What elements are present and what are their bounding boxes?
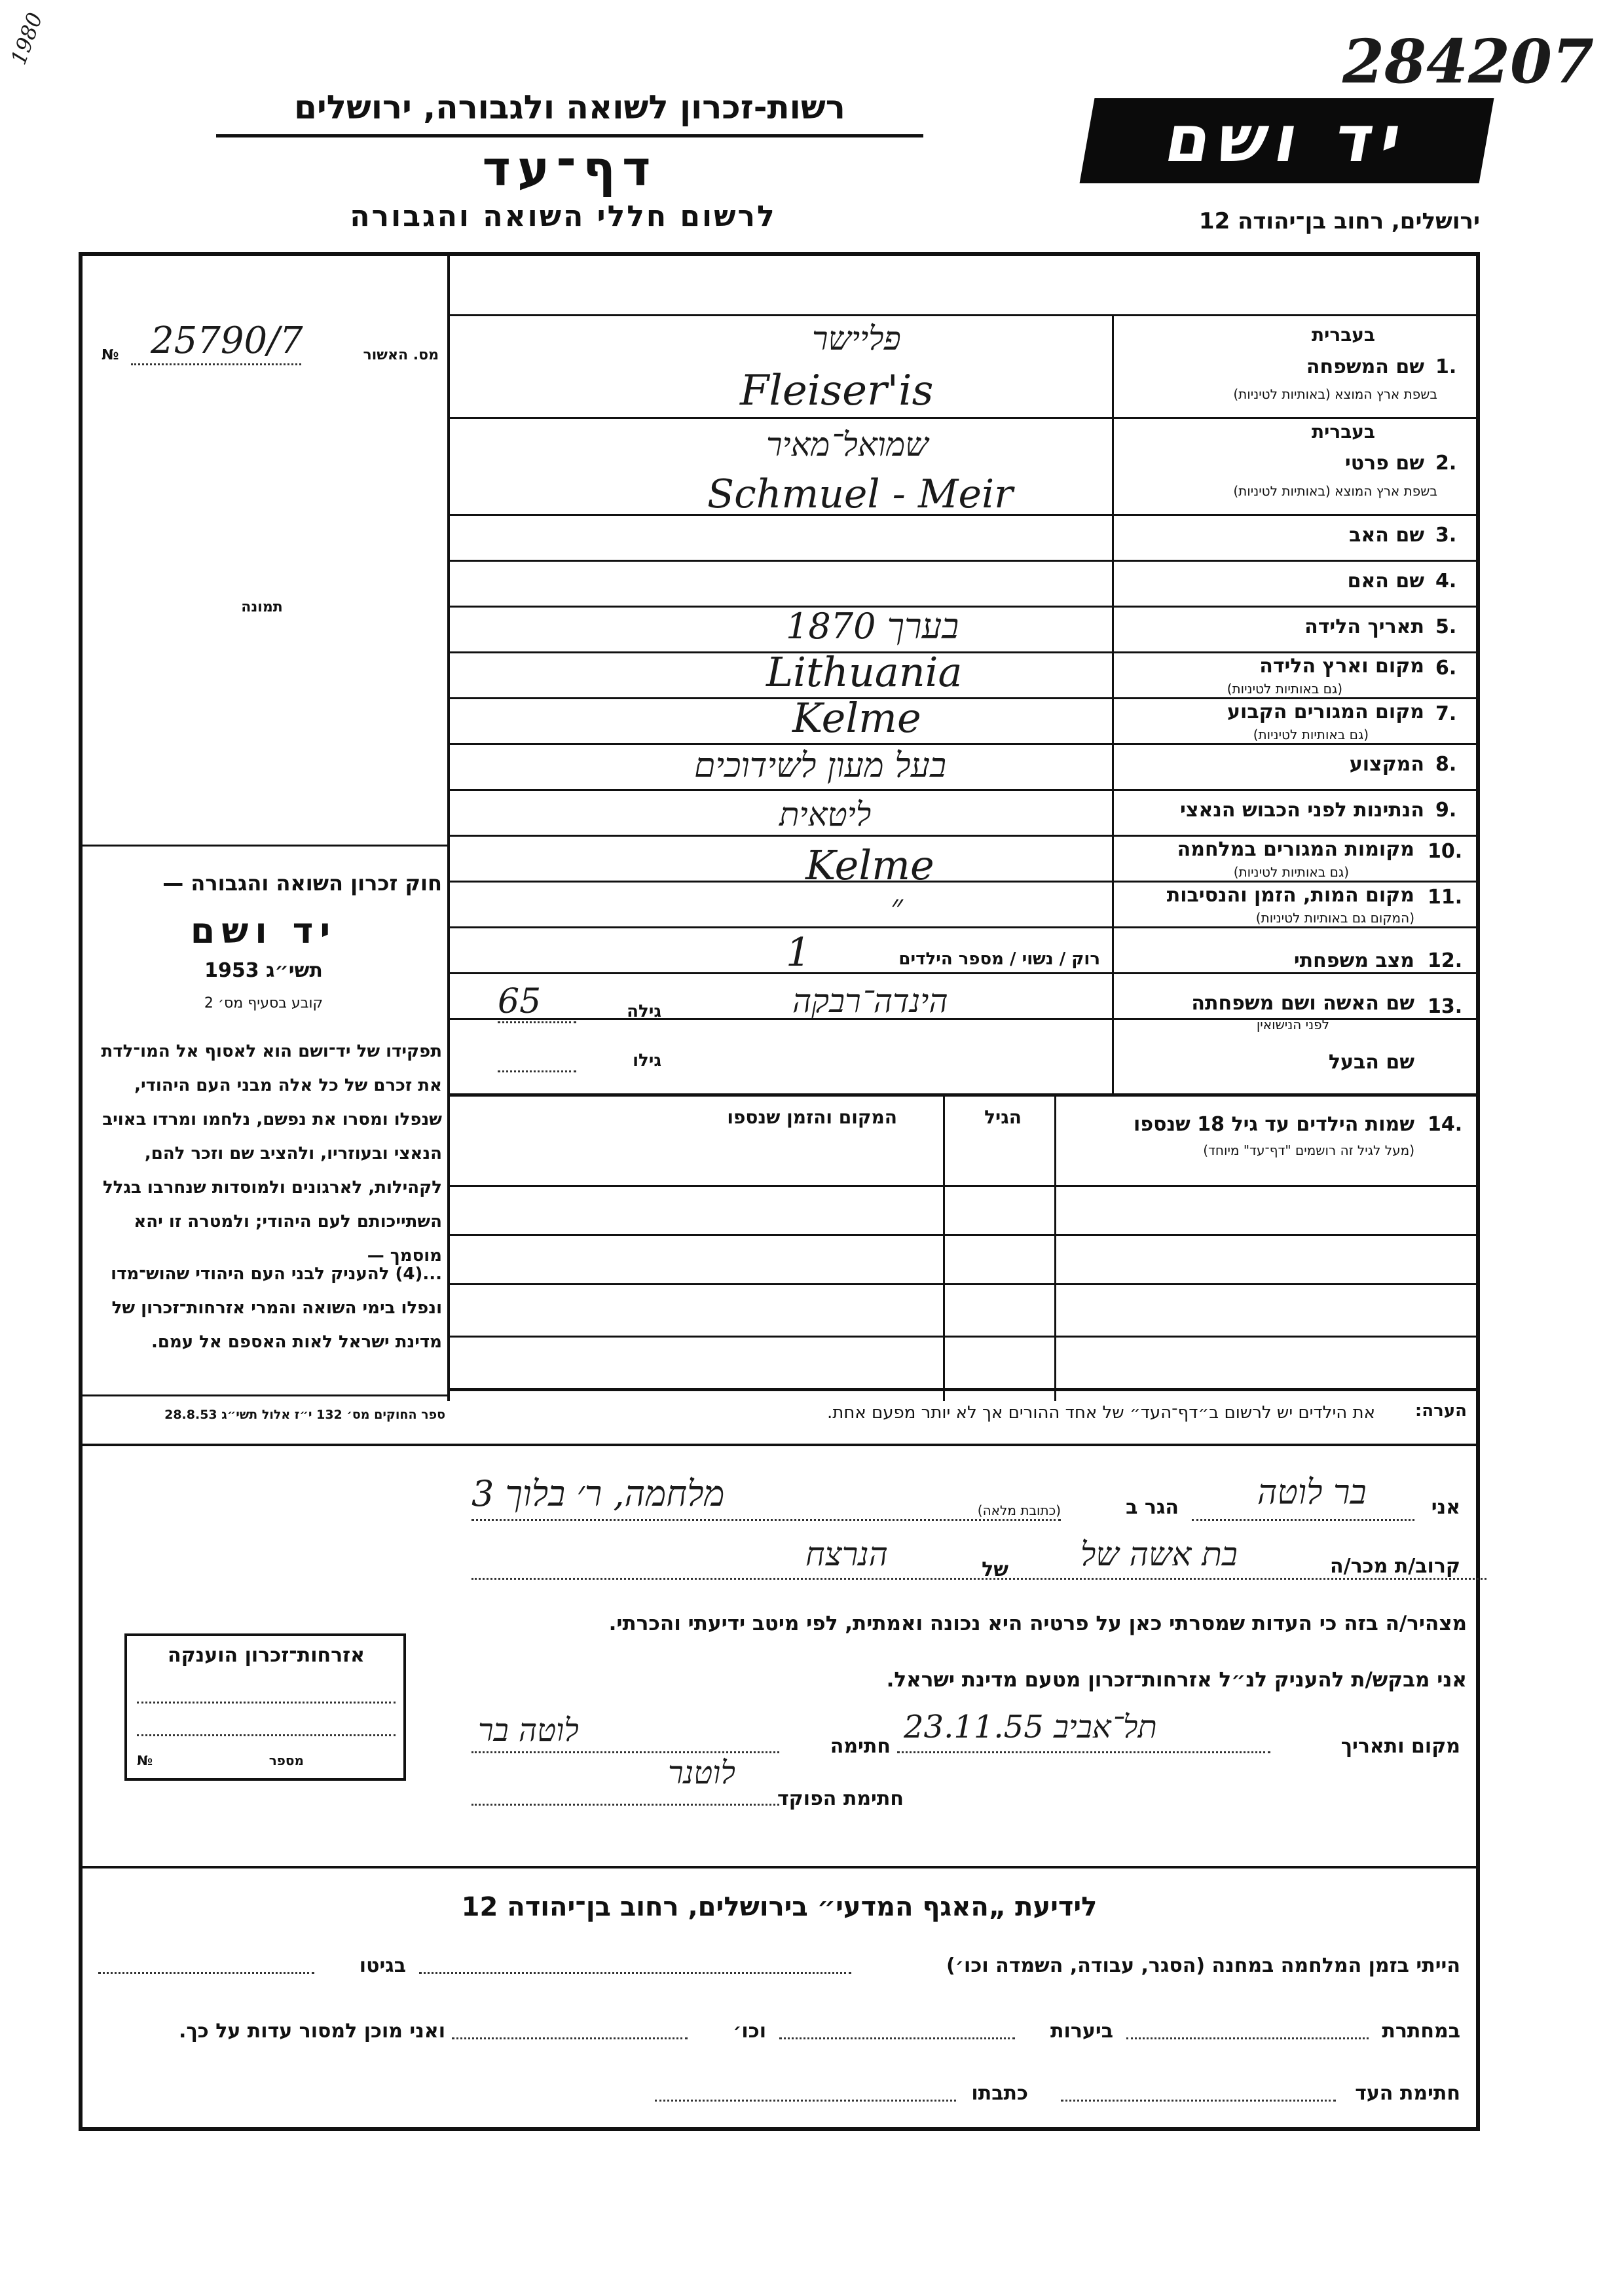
hebrew-tag: בעברית: [1311, 324, 1375, 346]
father-name-label: שם האב: [1349, 524, 1424, 547]
footer-line2-b: ביערות: [1050, 2020, 1113, 2043]
col-age: הגיל: [984, 1106, 1022, 1128]
row-rule: [447, 743, 1480, 745]
husband-label: שם הבעל: [1328, 1051, 1414, 1074]
officer-value: לוטנר: [668, 1755, 735, 1791]
field-number: 2.: [1435, 452, 1457, 475]
row-rule: [447, 606, 1480, 608]
marital-status-label: מצב משפחתי: [1293, 949, 1414, 972]
field-number: 11.: [1428, 886, 1463, 909]
citizenship-title: אזרחות־זכרון הוענקה: [167, 1644, 365, 1667]
yad-vashem-logo: [1080, 98, 1494, 183]
footer-line2-c-fill: [452, 2037, 688, 2039]
birth-place-label: מקום וארץ הלידה: [1259, 655, 1424, 678]
place-date-value: תל־אביב 23.11.55: [904, 1709, 1157, 1745]
row-rule: [447, 972, 1480, 974]
occupation-label: המקצוע: [1349, 753, 1424, 776]
labels-column-divider: [1112, 314, 1114, 1093]
relative-line: [471, 1578, 1486, 1580]
address-line: [471, 1519, 1061, 1521]
residence-sub: (גם באותיות לטיניות): [1253, 727, 1369, 742]
address-hint: (כתובת מלאה): [977, 1503, 1061, 1518]
first-name-sub: בשפת ארץ המוצא (באותיות לטיניות): [1233, 483, 1437, 499]
field-number: 13.: [1428, 995, 1463, 1018]
wife-name-sub: לפני הנישואין: [1256, 1017, 1329, 1032]
children-row-rule: [447, 1185, 1480, 1187]
signature-line: [471, 1751, 779, 1753]
row-rule: [447, 881, 1480, 883]
form-title: דף־עד: [482, 141, 657, 197]
children-col-divider: [1054, 1093, 1056, 1401]
law-name: יד ושם: [190, 910, 337, 951]
place-date-line: [897, 1751, 1270, 1753]
children-row-rule: [447, 1283, 1480, 1285]
footer-line2-c: וכו׳: [733, 2020, 766, 2043]
death-circumstances-label: מקום המות, הזמן והנסיבות: [1166, 884, 1414, 907]
row-rule: [447, 417, 1480, 419]
residence-label: מקום המגורים הקבוע: [1227, 701, 1424, 723]
note-text: את הילדים יש לרשום ב״דף־העד״ של אחד ההורים אך לא יותר מפעם אחת.: [826, 1403, 1375, 1423]
children-col-divider: [943, 1093, 945, 1401]
field-number: 10.: [1428, 840, 1463, 863]
request-statement: אני מבקש/ת להעניק לנ״ל אזרחות־זכרון מטעם מדינת ישראל.: [886, 1668, 1467, 1692]
citizenship-number-label: מספר: [268, 1753, 304, 1768]
birth-date-label: תאריך הלידה: [1304, 615, 1424, 638]
relative-label: קרוב/ת מכר/ה: [1330, 1555, 1460, 1578]
hebrew-tag: בעברית: [1311, 421, 1375, 443]
family-name-label: שם המשפחה: [1306, 355, 1424, 378]
nationality-label: הנתינות לפני הכבוש הנאצי: [1180, 799, 1424, 822]
logo-text: יד ושם: [1159, 102, 1414, 177]
relative-of: של: [982, 1558, 1008, 1581]
footer-line2-a-fill: [1126, 2037, 1369, 2039]
footer-line2-b-fill: [779, 2037, 1015, 2039]
declarant-value: בר לוטה: [1257, 1473, 1367, 1512]
signature-value: לוטה בר: [478, 1712, 579, 1749]
field-number: 8.: [1435, 753, 1457, 776]
footer-witness-signature: חתימת העד: [1355, 2082, 1460, 2105]
left-column-divider: [447, 252, 450, 1401]
row-rule: [447, 1093, 1480, 1097]
field-number: 14.: [1428, 1113, 1463, 1136]
footer-line1-end-fill: [98, 1972, 314, 1974]
place-date-label: מקום ותאריך: [1340, 1735, 1460, 1758]
footer-rule: [79, 1866, 1480, 1868]
first-name-latin: Schmuel - Meir: [707, 471, 1013, 517]
footer-line2-d: ואני מוכן למסור עדות על כך.: [179, 2020, 445, 2043]
row-rule: [447, 789, 1480, 791]
family-name-hebrew: פליישר: [812, 319, 901, 357]
row-rule: [447, 697, 1480, 699]
law-clause: קובע בסעיף מס׳ 2: [204, 995, 323, 1011]
wife-name-label: שם האשה ושם משפחתה: [1191, 992, 1414, 1015]
residence-value: Kelme: [792, 694, 921, 742]
archive-number: 284207: [1342, 26, 1595, 97]
footer-title: לידיעת „האגף המדעי״ בירושלים, רחוב בן־יהודה 12: [461, 1892, 1098, 1922]
footer-line1-label: הייתי בזמן המלחמה במחנה (הסגר, עבודה, השמדה וכו׳): [946, 1954, 1460, 1977]
approval-number-line: [131, 363, 301, 365]
field-number: 3.: [1435, 524, 1457, 547]
row-rule: [447, 560, 1480, 562]
photo-box-bottom: [79, 845, 447, 847]
top-gap-rule: [447, 314, 1480, 316]
birth-date-value: 1870 בערך: [786, 606, 959, 647]
law-text-2: ...(4) להעניק לבני העם היהודי שהוש־מדו ונפלו בימי השואה והמרי אזרחות־זכרון של מדינת ישראל לאות האספם אל עמם.: [111, 1264, 442, 1352]
header-rule: [216, 134, 923, 137]
citizenship-number-sign: №: [137, 1753, 153, 1768]
first-name-hebrew: שמואל־מאיר: [766, 426, 929, 464]
wartime-residence-value: Kelme: [805, 841, 934, 889]
note-rule: [79, 1444, 1480, 1446]
officer-label: חתימת הפוקד: [777, 1787, 904, 1810]
field-number: 6.: [1435, 657, 1457, 680]
wife-name-value: הינדה־רבקה: [792, 982, 948, 1020]
children-section-bottom: [447, 1388, 1480, 1391]
officer-line: [471, 1804, 779, 1806]
row-rule: [447, 835, 1480, 837]
wartime-residence-sub: (גם באותיות לטיניות): [1233, 864, 1349, 880]
row-rule: [447, 926, 1480, 928]
husband-age-line: [498, 1070, 576, 1072]
birth-place-value: Lithuania: [766, 648, 963, 696]
footer-line1-end: בגיטו: [359, 1954, 406, 1977]
field-number: 5.: [1435, 615, 1457, 638]
corner-mark: 1980: [5, 9, 48, 68]
law-year: תשי״ג 1953: [204, 959, 323, 982]
field-number: 7.: [1435, 702, 1457, 725]
citizenship-line: [137, 1702, 396, 1704]
form-subtitle: לרשום חללי השואה והגבורה: [350, 200, 777, 233]
husband-age-label: גילו: [633, 1051, 661, 1070]
wife-age-value: 65: [498, 982, 542, 1021]
first-name-label: שם פרטי: [1344, 452, 1424, 475]
signature-label: חתימה: [830, 1735, 891, 1758]
wife-age-label: גילה: [627, 1002, 661, 1021]
nationality-value: ליטאית: [779, 795, 872, 833]
note-label: הערה:: [1414, 1401, 1467, 1421]
footer-line2-a: במחתרת: [1382, 2020, 1460, 2043]
approval-label: מס. האשור: [363, 347, 439, 363]
relative-value-2: הנרצח: [805, 1535, 888, 1573]
row-rule: [447, 651, 1480, 653]
family-name-latin: Fleiser'is: [740, 367, 934, 415]
authority-title: רשות-זכרון לשואה ולגבורה, ירושלים: [294, 88, 845, 126]
declarant-line: [1192, 1519, 1414, 1521]
children-title: שמות הילדים עד גיל 18 שנספו: [1134, 1113, 1414, 1136]
children-row-rule: [447, 1336, 1480, 1338]
death-circumstances-value: ״: [891, 887, 903, 925]
footer-address-fill: [655, 2100, 956, 2102]
resident-label: הגר ב: [1126, 1496, 1179, 1519]
law-title: חוק זכרון השואה והגבורה —: [162, 871, 442, 896]
address-value: מלחמה, ר׳ בלוך 3: [471, 1473, 725, 1514]
death-circumstances-sub: (המקום גם באותיות לטיניות): [1255, 910, 1414, 926]
photo-label: תמונה: [241, 599, 283, 615]
children-sub: (מעל לגיל זה רושמים "דף־עד" מיוחד): [1203, 1142, 1414, 1158]
law-rule: [79, 1394, 447, 1396]
wartime-residence-label: מקומות המגורים במלחמה: [1177, 838, 1414, 861]
field-number: 1.: [1435, 355, 1457, 378]
declarant-label: אני: [1431, 1496, 1460, 1519]
children-count-value: 1: [786, 930, 811, 975]
approval-number-sign: №: [101, 347, 119, 363]
truth-statement: מצהיר/ה בזה כי העדות שמסרתי כאן על פרטיה היא נכונה ואמתית, לפי מיטב ידיעתי והכרתי.: [608, 1612, 1467, 1635]
family-name-sub: בשפת ארץ המוצא (באותיות לטיניות): [1233, 386, 1437, 402]
footer-line1-fill: [419, 1972, 851, 1974]
citizenship-line: [137, 1734, 396, 1736]
field-number: 9.: [1435, 799, 1457, 822]
marital-options: רוק / נשוי / מספר הילדים: [898, 949, 1100, 969]
law-reference: ספר החוקים מס׳ 132 י״ז אלול תשי״ג 28.8.53: [164, 1408, 445, 1422]
occupation-value: בעל מעון לשידוכים: [694, 746, 947, 786]
citizenship-box: [124, 1633, 406, 1781]
col-place: המקום והזמן שנספו: [727, 1106, 897, 1128]
field-number: 4.: [1435, 570, 1457, 592]
approval-number-value: 25790/7: [151, 319, 303, 362]
relative-value: בת אשה של: [1080, 1535, 1238, 1573]
mother-name-label: שם האם: [1347, 570, 1424, 592]
footer-witness-fill: [1061, 2100, 1336, 2102]
address: ירושלים, רחוב בן־יהודה 12: [1198, 208, 1480, 234]
children-row-rule: [447, 1234, 1480, 1236]
law-text: תפקידו של יד־ושם הוא לאסוף אל המו־לדת את זכרם של כל אלה מבני העם היהודי, שנפלו ומסרו את נפשם, נלחמו ומרדו באויב הנאצי ובעוזריו, ולהציב שם וזכר להם, לקהילות, לארגונים ולמוסדות שנחרבו בגלל השתייכותם לעם היהודי; ולמטרה זו יהא מוסמך —: [101, 1042, 442, 1266]
footer-address-label: כתבתו: [971, 2082, 1028, 2105]
birth-place-sub: (גם באותיות לטיניות): [1227, 681, 1342, 697]
wife-age-line: [498, 1021, 576, 1023]
field-number: 12.: [1428, 949, 1463, 972]
